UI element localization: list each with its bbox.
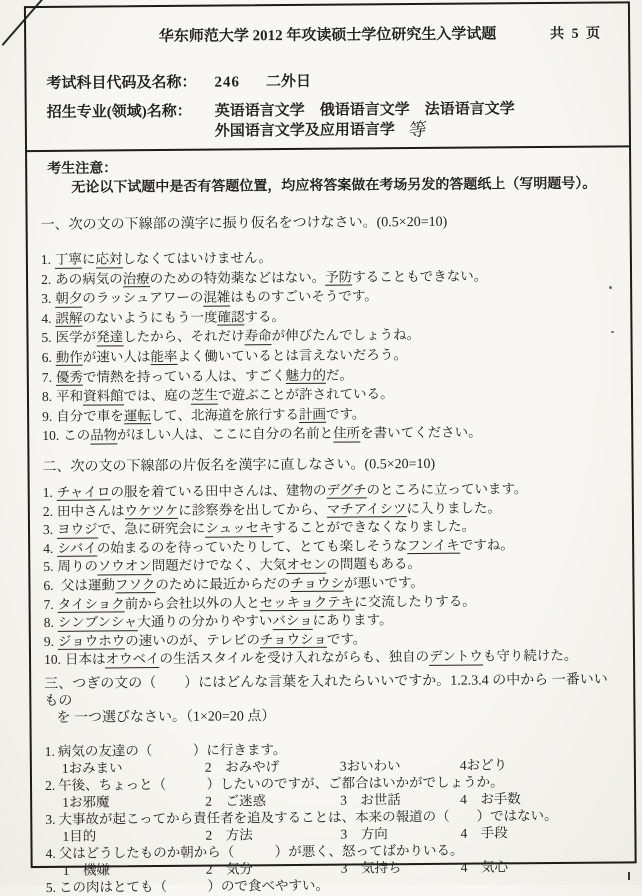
item-number: 10. [42, 428, 60, 444]
option-label: 4 手段 [460, 825, 508, 841]
option-label: 2 気分 [205, 861, 253, 877]
underlined-term: オウベイ [105, 651, 160, 667]
header-divider [27, 145, 629, 152]
underlined-term: 魅力的 [285, 367, 326, 383]
option-label: 3 方向 [340, 826, 388, 842]
item-number: 3. [41, 291, 52, 307]
subject-name: 二外日 [265, 73, 312, 91]
option-label: 2 おみやげ [204, 758, 280, 775]
item-text: する。 [244, 308, 286, 325]
underlined-term: 寿命 [244, 328, 272, 344]
handwritten-etc: 等 [405, 118, 427, 142]
item-text: はものすごいそうです。 [230, 288, 378, 305]
option-label: 4 お手数 [460, 791, 521, 807]
item-number: 3. [42, 522, 54, 538]
item-text: 日本は [64, 651, 106, 668]
option-label: 3おいわい [339, 758, 401, 774]
underlined-term: 品物 [90, 427, 118, 443]
item-text: で情熱を持っている人は、すごく [82, 367, 286, 385]
major-list [215, 100, 515, 140]
item-text: の始まるのを待っていたりして、とても楽しそうな [96, 537, 408, 556]
question-text: 大事故が起こってから責任者を追及することは、本来の報道の（ ）ではない。 [58, 807, 558, 827]
item-text: のないようにもう一度 [82, 309, 218, 326]
item-number: 8. [43, 614, 54, 631]
item-text: に入りました。 [406, 499, 502, 516]
item-text: 父は運動 [57, 577, 116, 593]
major-row [40, 98, 617, 142]
underlined-term: 朝夕 [55, 290, 83, 307]
underlined-term: チョウシ [290, 575, 344, 591]
item-text: のために最近からだの [155, 575, 291, 592]
scan-speck [628, 872, 630, 880]
underlined-term: 確認 [217, 309, 245, 325]
underlined-term: シンブンシャ [57, 614, 138, 630]
item-text: のところに立っています。 [366, 481, 528, 498]
item-number: 1. [42, 484, 53, 500]
item-text: の生活スタイルを受け入れながらも、独自の [159, 649, 430, 667]
underlined-term: ウケツケ [124, 502, 179, 518]
item-text: して、北海道を旅行する [150, 406, 300, 423]
section-3-heading-line2: を 一つ選びなさい。（1×20=20 点） [56, 709, 276, 726]
item-number: 5. [41, 330, 52, 346]
page-count: 共 5 页 [550, 26, 603, 42]
exam-title: 华东师范大学 2012 年攻读硕士学位研究生入学试题 [158, 26, 497, 46]
question-number: 4. [45, 845, 56, 861]
item-text: 平和 [56, 388, 84, 405]
item-number: 6. [43, 577, 54, 593]
underlined-term: ヨウジ [57, 521, 98, 537]
item-number: 8. [41, 389, 53, 405]
question-text: この肉はとても（ ）ので食べやすい。 [58, 877, 330, 895]
underlined-term: 混雑 [203, 289, 231, 305]
item-number: 9. [43, 633, 55, 649]
underlined-term: 動作 [55, 349, 83, 365]
exam-item [44, 647, 621, 670]
item-text: が伸びたんでしょうね。 [271, 327, 421, 344]
item-number: 7. [43, 596, 54, 612]
item-text: も守り続けた。 [482, 648, 578, 664]
option-label: 4おどり [459, 757, 508, 773]
item-number: 6. [41, 349, 52, 365]
underlined-term: 運転 [123, 407, 151, 424]
question-text: 父はどうしたものか朝から（ ）が悪く、怒ってばかりいる。 [58, 842, 464, 861]
item-number: 9. [42, 408, 53, 424]
notice-body: 无论以下试题中是否有答题位置，均应将答案做在考场另发的答题纸上（写明题号）。 [71, 176, 597, 196]
option-label: 1目的 [62, 828, 97, 844]
underlined-term: ソウオン [97, 558, 152, 574]
section-1-items [41, 245, 620, 445]
item-text: に診察券を出してから、 [178, 501, 327, 518]
item-text: ですね。 [459, 536, 514, 553]
underlined-term: 治療 [122, 270, 150, 286]
underlined-term: シュッセキ [205, 520, 273, 536]
question-stem [46, 874, 623, 896]
item-number: 7. [41, 369, 53, 385]
item-text: したから、それだけ [123, 328, 245, 345]
item-text: の速いのが、テレビの [125, 631, 261, 649]
item-text: です。 [325, 406, 366, 422]
underlined-term: フソク [114, 576, 156, 593]
option-label: 3 気持ち [340, 860, 402, 876]
major-line-2: 外国语言文学及应用语言学 [214, 122, 395, 140]
item-text: よく働いているとは言えないだろう。 [177, 347, 407, 364]
option-label: 3 お世話 [340, 792, 401, 808]
notice-title: 考生注意： [47, 161, 118, 177]
item-text: のラッシュアワーの [82, 289, 204, 306]
underlined-term: 住所 [333, 425, 361, 442]
section-2-heading: 二、次の文の下線部の片仮名を漢字に直しなさい。(0.5×20=10) [42, 456, 436, 475]
item-text: が悪いです。 [343, 574, 424, 591]
item-text: が速い人は [82, 349, 151, 365]
subject-label: 考试科目代码及名称： [46, 74, 197, 92]
underlined-term: 能率 [150, 348, 178, 365]
underlined-term: チャイロ [56, 484, 111, 500]
underlined-term: 応対 [95, 251, 123, 267]
item-text: がほしい人は、ここに自分の名前と [117, 426, 334, 443]
underlined-term: 芝生 [191, 387, 219, 403]
option-label: 2 ご迷惑 [205, 793, 266, 809]
item-text: だ。 [325, 367, 353, 383]
question-number: 1. [44, 743, 55, 759]
item-text: に交流したりする。 [354, 593, 476, 610]
underlined-term: マチアイシツ [326, 500, 407, 517]
section-3-heading [44, 671, 621, 727]
underlined-term: 丁寧 [54, 251, 83, 267]
item-text: することができなくなりました。 [272, 518, 476, 536]
question-text: 午後、ちょっと（ ）したいのですが、ご都合はいかがでしょうか。 [58, 774, 504, 793]
section-1-heading: 一、次の文の下線部の漢字に振り仮名をつけなさい。(0.5×20=10) [40, 214, 448, 233]
item-number: 4. [41, 310, 52, 326]
exam-sheet-border-box [24, 1, 637, 895]
item-text: あの病気の [55, 270, 123, 287]
option-label: 1おみまい [61, 760, 123, 776]
major-label: 招生专业(领域)名称： [46, 103, 192, 121]
item-text: に [81, 251, 96, 267]
section-1 [41, 212, 620, 445]
underlined-term: セッキョクテキ [259, 594, 355, 610]
underlined-term: 優秀 [55, 369, 84, 385]
item-text: 大通りの分かりやすい [137, 613, 273, 630]
option-label: 4 気心 [460, 859, 508, 875]
underlined-term: チョウショ [259, 631, 327, 647]
underlined-term: デントウ [429, 648, 483, 665]
item-number: 1. [40, 251, 52, 267]
question-number: 2. [44, 777, 56, 793]
item-text: 田中さんは [56, 502, 125, 519]
item-text: にあります。 [312, 612, 393, 628]
item-text: 前から会社以外の人と [124, 594, 260, 611]
exam-item [42, 422, 619, 446]
question-number: 3. [45, 811, 56, 827]
item-text: で遊ぶことが許されている。 [218, 386, 394, 403]
underlined-term: オセン [286, 557, 327, 573]
item-text: することもできない。 [352, 268, 488, 285]
section-3-heading-line1: 三、つぎの文の（ ）にはどんな言葉を入れたらいいですか。1.2.3.4 の中から 一番いいもの [44, 672, 608, 709]
subject-row [39, 69, 616, 94]
item-text: しなくてはいけません。 [122, 250, 272, 267]
section-3-questions [45, 738, 623, 896]
underlined-term: 予防 [325, 269, 353, 285]
item-text: で、急に研究会に [97, 520, 206, 537]
underlined-term: フンイキ [407, 537, 460, 553]
item-text: の問題もある。 [326, 556, 422, 573]
item-text: 医学が [55, 329, 97, 346]
item-text: 周りの [57, 558, 98, 575]
item-text: 問題だけでなく、大気 [151, 557, 287, 574]
underlined-term: バショ [272, 612, 313, 629]
underlined-term: デグチ [326, 482, 367, 498]
question-number: 5. [45, 879, 57, 895]
section-2 [42, 454, 621, 669]
item-text: を書いてください。 [360, 424, 482, 441]
major-line-1: 英语语言文学 俄语语言文学 法语语言文学 [214, 101, 515, 120]
item-number: 10. [43, 652, 61, 668]
item-text: では、庭の [123, 387, 192, 404]
item-text: のための特効薬などはない。 [149, 269, 326, 286]
item-number: 5. [43, 559, 54, 575]
underlined-term: 計画 [298, 406, 327, 422]
exam-header [39, 23, 616, 48]
item-number: 2. [40, 271, 52, 287]
underlined-term: シバイ [57, 540, 97, 556]
underlined-term: 発達 [96, 329, 124, 345]
item-text: 自分で車を [56, 408, 124, 424]
question-text: 病気の友達の（ ）に行きます。 [57, 741, 287, 759]
item-text: この [63, 427, 91, 444]
underlined-term: 誤解 [55, 310, 83, 326]
underlined-term: タイショク [57, 595, 125, 612]
item-text: です。 [326, 631, 367, 647]
underlined-term: 資料館 [83, 388, 124, 404]
subject-code: 246 [214, 74, 241, 91]
item-number: 2. [42, 503, 54, 519]
item-text: の服を着ている田中さんは、建物の [110, 482, 327, 500]
option-label: 2 方法 [205, 827, 253, 843]
option-label: 1お邪魔 [62, 794, 110, 810]
option-label: 1 機嫌 [62, 862, 111, 878]
item-number: 4. [43, 540, 54, 556]
section-2-items [43, 479, 621, 669]
section-3 [44, 671, 623, 896]
underlined-term: ジョウホウ [57, 633, 126, 649]
